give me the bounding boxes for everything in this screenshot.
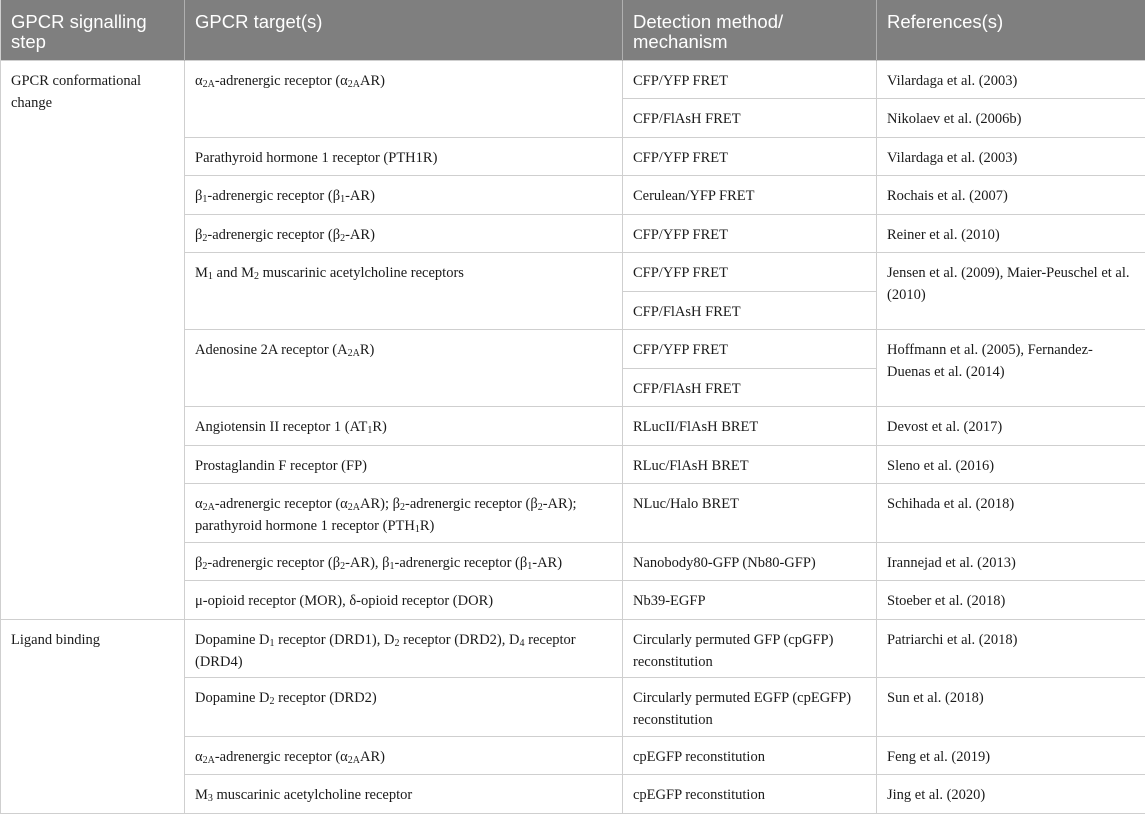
target-cell <box>185 736 623 775</box>
target-cell <box>185 60 623 137</box>
method-cell: CFP/YFP FRET <box>623 60 877 99</box>
reference-cell: Jensen et al. (2009), Maier-Peuschel et al. (2010) <box>877 253 1145 330</box>
subscript-text: 1 <box>269 637 275 649</box>
cell-text: β <box>195 554 203 571</box>
cell-text: muscarinic acetylcholine receptor <box>212 787 413 803</box>
cell-text: receptor (DRD2) <box>274 690 377 706</box>
method-cell: cpEGFP reconstitution <box>623 775 877 814</box>
method-cell: RLucII/FlAsH BRET <box>623 407 877 446</box>
subscript-text: 2A <box>347 502 360 513</box>
cell-text: -adrenergic receptor (β <box>207 554 341 571</box>
target-cell <box>185 330 623 407</box>
target-cell <box>185 542 623 581</box>
subscript-text: 1 <box>340 194 346 205</box>
subscript-text: 1 <box>389 560 395 572</box>
cell-text: receptor (DRD2), D <box>399 631 520 648</box>
cell-text: receptor (DRD1), D <box>274 631 395 648</box>
cell-text: -AR); parathyroid hormone 1 receptor (PTH <box>195 496 577 534</box>
subscript-text: 1 <box>367 425 373 436</box>
method-cell: Nb39-EGFP <box>623 581 877 620</box>
method-cell: RLuc/FlAsH BRET <box>623 445 877 484</box>
cell-text: muscarinic acetylcholine receptors <box>259 265 464 281</box>
subscript-text: 1 <box>202 194 208 205</box>
cell-text: -adrenergic receptor (α <box>214 72 348 89</box>
cell-text: M <box>195 787 208 803</box>
subscript-text: 2 <box>202 232 208 244</box>
method-cell: Circularly permuted GFP (cpGFP) reconstitution <box>623 619 877 678</box>
cell-text: α <box>195 748 203 765</box>
cell-text: -adrenergic receptor (β <box>207 188 341 204</box>
cell-text: -AR) <box>345 226 375 243</box>
reference-cell: Devost et al. (2017) <box>877 407 1145 446</box>
target-cell <box>185 775 623 814</box>
header-references: References(s) <box>877 0 1145 60</box>
subscript-text: 4 <box>519 637 525 649</box>
target-cell <box>185 176 623 215</box>
subscript-text: 2 <box>340 560 346 572</box>
method-cell: Cerulean/YFP FRET <box>623 176 877 215</box>
target-cell <box>185 407 623 446</box>
reference-cell: Sun et al. (2018) <box>877 678 1145 737</box>
method-cell: CFP/FlAsH FRET <box>623 368 877 407</box>
cell-text: α <box>195 496 203 512</box>
subscript-text: 2 <box>400 502 406 513</box>
subscript-text: 2A <box>202 502 215 513</box>
method-cell: CFP/YFP FRET <box>623 253 877 292</box>
cell-text: -adrenergic receptor (β <box>394 554 528 571</box>
subscript-text: 2A <box>347 754 360 766</box>
table-row <box>1 619 1145 678</box>
method-cell: NLuc/Halo BRET <box>623 484 877 543</box>
cell-text: α <box>195 72 203 89</box>
method-cell: CFP/FlAsH FRET <box>623 99 877 138</box>
table-body <box>1 60 1145 813</box>
method-cell: cpEGFP reconstitution <box>623 736 877 775</box>
reference-cell: Reiner et al. (2010) <box>877 214 1145 253</box>
cell-text: Adenosine 2A receptor (A <box>195 342 348 358</box>
cell-text: -AR), β <box>345 554 390 571</box>
subscript-text: 2 <box>537 502 543 513</box>
cell-text: and M <box>212 265 254 281</box>
target-cell <box>185 619 623 678</box>
reference-cell: Feng et al. (2019) <box>877 736 1145 775</box>
reference-cell: Patriarchi et al. (2018) <box>877 619 1145 678</box>
cell-text: -adrenergic receptor (α <box>214 496 348 512</box>
cell-text: -AR) <box>532 554 563 571</box>
reference-cell: Schihada et al. (2018) <box>877 484 1145 543</box>
target-cell: Prostaglandin F receptor (FP) <box>185 445 623 484</box>
cell-text: -AR) <box>345 188 375 204</box>
subscript-text: 3 <box>207 793 213 804</box>
header-target: GPCR target(s) <box>185 0 623 60</box>
method-cell: Circularly permuted EGFP (cpEGFP) reconstitution <box>623 678 877 737</box>
reference-cell: Sleno et al. (2016) <box>877 445 1145 484</box>
cell-text: β <box>195 226 203 243</box>
subscript-text: 2A <box>202 754 215 766</box>
reference-cell: Nikolaev et al. (2006b) <box>877 99 1145 138</box>
method-cell: CFP/YFP FRET <box>623 330 877 369</box>
target-cell <box>185 214 623 253</box>
table-row <box>1 60 1145 99</box>
subscript-text: 2A <box>347 348 360 359</box>
table-header <box>1 0 1145 60</box>
header-step: GPCR signalling step <box>1 0 185 60</box>
cell-text: receptor (DRD4) <box>195 631 576 670</box>
subscript-text: 2A <box>347 78 360 90</box>
cell-text: -adrenergic receptor (β <box>207 226 341 243</box>
subscript-text: 1 <box>414 524 420 535</box>
subscript-text: 1 <box>207 271 213 282</box>
subscript-text: 2 <box>269 696 275 707</box>
reference-cell: Stoeber et al. (2018) <box>877 581 1145 620</box>
target-cell <box>185 253 623 330</box>
method-cell: Nanobody80-GFP (Nb80-GFP) <box>623 542 877 581</box>
header-row <box>1 0 1145 60</box>
reference-cell: Irannejad et al. (2013) <box>877 542 1145 581</box>
header-method: Detection method/ mechanism <box>623 0 877 60</box>
subscript-text: 2 <box>340 232 346 244</box>
target-cell <box>185 484 623 543</box>
method-cell: CFP/YFP FRET <box>623 214 877 253</box>
cell-text: M <box>195 265 208 281</box>
cell-text: AR) <box>360 748 385 765</box>
method-cell: CFP/FlAsH FRET <box>623 291 877 330</box>
method-cell: CFP/YFP FRET <box>623 137 877 176</box>
subscript-text: 2 <box>202 560 208 572</box>
cell-text: -adrenergic receptor (β <box>405 496 538 512</box>
cell-text: AR); β <box>360 496 401 512</box>
cell-text: -adrenergic receptor (α <box>214 748 348 765</box>
cell-text: R) <box>419 518 435 534</box>
subscript-text: 2 <box>394 637 400 649</box>
cell-text: R) <box>359 342 375 358</box>
subscript-text: 1 <box>527 560 533 572</box>
subscript-text: 2A <box>202 78 215 90</box>
cell-text: AR) <box>360 72 385 89</box>
subscript-text: 2 <box>254 271 259 282</box>
cell-text: β <box>195 188 203 204</box>
reference-cell: Hoffmann et al. (2005), Fernandez-Duenas et al. (2014) <box>877 330 1145 407</box>
step-cell-conformational-change: GPCR conformational change <box>1 60 185 619</box>
target-cell: Parathyroid hormone 1 receptor (PTH1R) <box>185 137 623 176</box>
reference-cell: Jing et al. (2020) <box>877 775 1145 814</box>
reference-cell: Rochais et al. (2007) <box>877 176 1145 215</box>
reference-cell: Vilardaga et al. (2003) <box>877 137 1145 176</box>
target-cell: μ-opioid receptor (MOR), δ-opioid receptor (DOR) <box>185 581 623 620</box>
cell-text: R) <box>372 419 387 435</box>
cell-text: Dopamine D <box>195 690 270 706</box>
cell-text: Dopamine D <box>195 631 270 648</box>
reference-cell: Vilardaga et al. (2003) <box>877 60 1145 99</box>
cell-text: Angiotensin II receptor 1 (AT <box>195 419 368 435</box>
target-cell <box>185 678 623 737</box>
step-cell-ligand-binding: Ligand binding <box>1 619 185 813</box>
